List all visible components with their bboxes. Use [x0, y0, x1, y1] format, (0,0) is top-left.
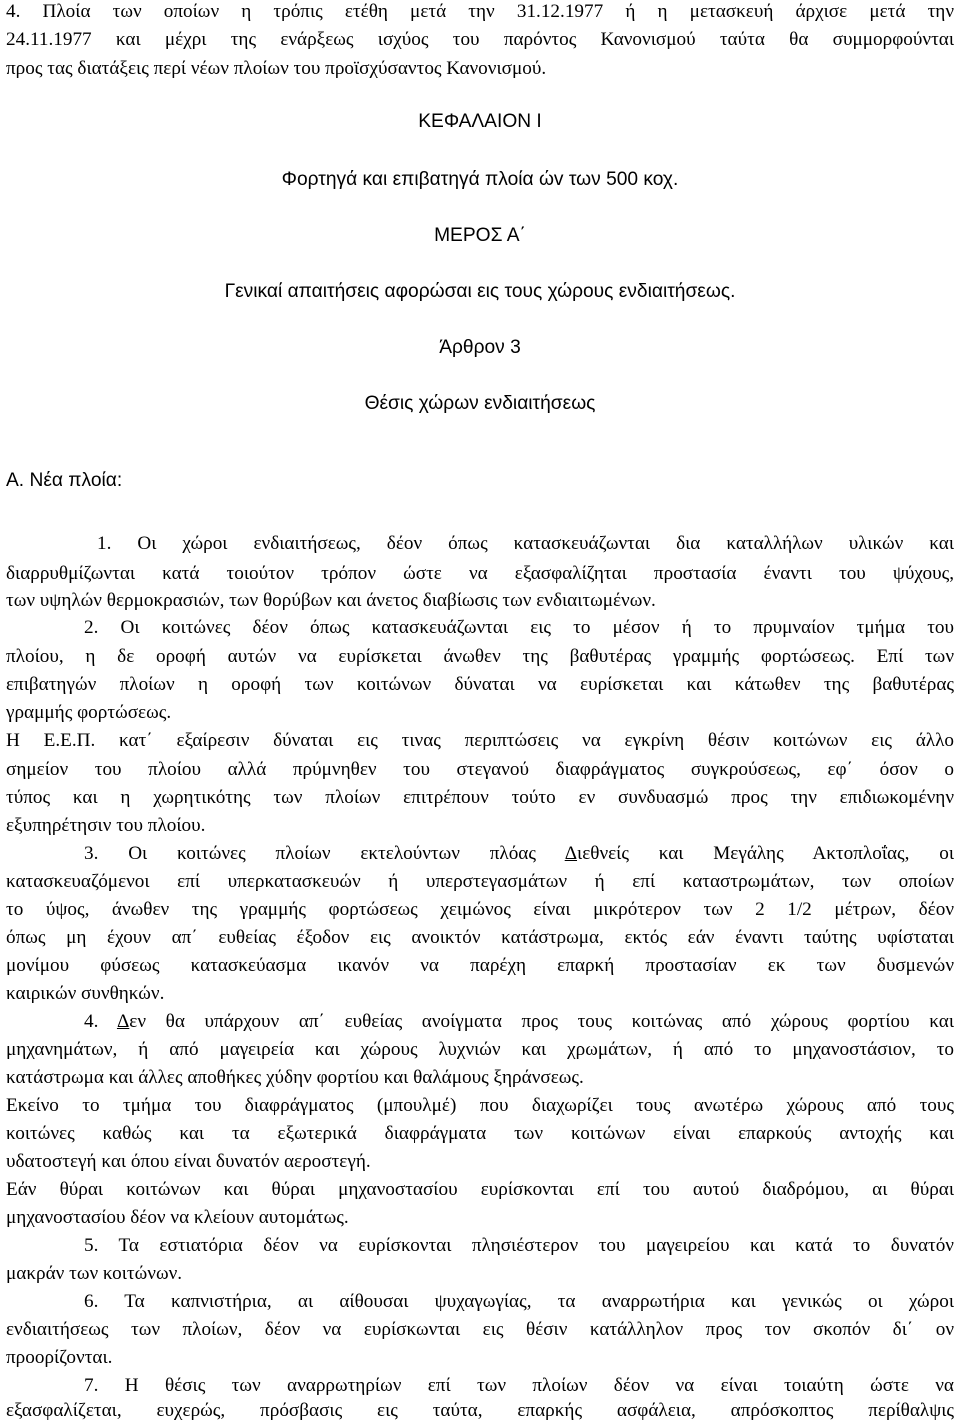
- p2-line-5: Η Ε.Ε.Π. κατ΄ εξαίρεσιν δύναται εις τινας περιπτώσεις να εγκρίνη θέσιν κοιτώνων εις άλλο: [6, 730, 954, 751]
- part-title: Γενικαί απαιτήσεις αφορώσαι εις τους χώρους ενδιαιτήσεως.: [224, 281, 736, 302]
- p3-underlined-letter: Δ: [564, 843, 578, 864]
- part-heading: ΜΕΡΟΣ Α΄: [434, 225, 526, 246]
- chapter-title: Φορτηγά και επιβατηγά πλοία ώv των 500 κοχ.: [281, 169, 679, 190]
- p3-line-6: καιρικών συνθηκών.: [6, 983, 165, 1004]
- p6-line-3: προορίζονται.: [6, 1347, 113, 1368]
- p2-line-8: εξυπηρέτησιν του πλοίου.: [6, 815, 206, 836]
- p4-line-1: [84, 1011, 954, 1033]
- p3-line-5: μονίμου φύσεως κατασκεύασμα ικανόν να παρέχη επαρκή προστασίαν εκ των δυσμενών: [6, 955, 954, 976]
- article-title: Θέσις χώρων ενδιαιτήσεως: [364, 393, 596, 414]
- p1-line-1: 1. Οι χώροι ενδιαιτήσεως, δέον όπως κατασκευάζωνται δια καταλλήλων υλικών και: [97, 533, 954, 554]
- p3-line-1: [84, 843, 954, 865]
- p4-line-3: κατάστρωμα και άλλες αποθήκες χύδην φορτίου και θαλάμους ξηράνσεως.: [6, 1067, 584, 1088]
- p2-line-3: επιβατηγών πλοίων η οροφή των κοιτώνων δύναται να ευρίσκεται και κάτωθεν της βαθυτέρας: [6, 674, 954, 695]
- p7-line-1: 7. Η θέσις των αναρρωτηρίων επί των πλοίων δέον να είναι τοιαύτη ώστε να: [84, 1375, 954, 1396]
- p4-underlined-letter: Δ: [116, 1011, 130, 1032]
- p4-line-1-end: εν θα υπάρχουν απ΄ ευθείας ανοίγματα προς τους κοιτώνας από χώρους φορτίου και: [129, 1011, 954, 1032]
- p4-line-2: μηχανημάτων, ή από μαγειρεία και χώρους λυχνιών και χρωμάτων, ή από το μηχανοστάσιον, το: [6, 1039, 954, 1060]
- p4-line-6: υδατοστεγή και όπου είναι δυνατόν αεροστεγή.: [6, 1151, 371, 1172]
- p3-line-4: όπως μη έχουν απ΄ ευθείας έξοδον εις ανοικτόν κατάστρωμα, εκτός εάν έναντι ταύτης υφίσταται: [6, 927, 954, 948]
- p1-line-2: διαρρυθμίζωνται κατά τοιούτον τρόπον ώστε να εξασφαλίζηται προστασία έναντι του ψύχους,: [6, 563, 954, 584]
- p2-line-2: πλοίου, η δε οροφή αυτών να ευρίσκεται άνωθεν της βαθυτέρας γραμμής φορτώσεως. Επί των: [6, 646, 954, 667]
- p5-line-2: μακράν των κοιτώνων.: [6, 1263, 183, 1284]
- p4-line-7: Εάν θύραι κοιτώνων και θύραι μηχανοστασίου ευρίσκονται επί του αυτού διαδρόμου, αι θύραι: [6, 1179, 954, 1200]
- p7-line-2: εξασφαλίζεται, ευχερώς, πρόσβασις εις ταύτα, επαρκής ασφάλεια, απρόσκοπτος περίθαλψις: [6, 1400, 954, 1421]
- section-a-heading: Α. Νέα πλοία:: [6, 470, 123, 491]
- intro-line-2: 24.11.1977 και μέχρι της ενάρξεως ισχύος του παρόντος Κανονισμού ταύτα θα συμμορφούνται: [6, 29, 954, 50]
- intro-line-3: προς τας διατάξεις περί νέων πλοίων του προϊσχύσαντος Κανονισμού.: [6, 58, 547, 79]
- p3-line-1-end: ιεθνείς και Μεγάλης Ακτοπλοΐας, οι: [577, 843, 954, 864]
- p6-line-2: ενδιαιτήσεως των πλοίων, δέον να ευρίσκωνται εις θέσιν κατάλληλον προς τον σκοπόν δι΄ ον: [6, 1319, 954, 1340]
- p5-line-1: 5. Τα εστιατόρια δέον να ευρίσκονται πλησιέστερον του μαγειρείου και κατά το δυνατόν: [84, 1235, 954, 1256]
- p2-line-1: 2. Οι κοιτώνες δέον όπως κατασκευάζωνται εις το μέσον ή το πρυμναίον τμήμα του: [84, 617, 954, 638]
- p4-line-4: Εκείνο το τμήμα του διαφράγματος (μπουλμέ) που διαχωρίζει τους ανωτέρω χώρους από τους: [6, 1095, 954, 1116]
- p6-line-1: 6. Τα καπνιστήρια, αι αίθουσαι ψυχαγωγίας, τα αναρρωτήρια και γενικώς οι χώροι: [84, 1291, 954, 1312]
- p1-line-3: των υψηλών θερμοκρασιών, των θορύβων και άνετος διαβίωσις των ενδιαιτωμένων.: [6, 590, 656, 611]
- p4-line-8: μηχανοστασίου δέον να κλείουν αυτομάτως.: [6, 1207, 349, 1228]
- p3-line-3: το ύψος, άνωθεν της γραμμής φορτώσεως χειμώνος είναι μικρότερον των 2 1/2 μέτρων, δέον: [6, 899, 954, 920]
- intro-line-1: 4. Πλοία των οποίων η τρόπις ετέθη μετά την 31.12.1977 ή η μετασκευή άρχισε μετά την: [6, 1, 954, 22]
- p2-line-7: τύπος και η χωρητικότης των πλοίων επιτρέπουν τούτο εν συνδυασμώ προς την επιδιωκομένην: [6, 787, 954, 808]
- p2-line-6: σημείον του πλοίου αλλά πρύμνηθεν του στεγανού διαφράγματος συγκρούσεως, εφ΄ όσον ο: [6, 759, 954, 780]
- chapter-heading: ΚΕΦΑΛΑΙΟΝ Ι: [418, 111, 542, 132]
- p2-line-4: γραμμής φορτώσεως.: [6, 702, 172, 723]
- p3-line-2: κατασκευαζόμενοι επί υπερκατασκευών ή υπερστεγασμάτων ή επί καταστρωμάτων, των οποίων: [6, 871, 954, 892]
- p3-line-1-start: 3. Οι κοιτώνες πλοίων εκτελούντων πλόας: [84, 843, 565, 864]
- article-heading: Άρθρον 3: [439, 337, 521, 358]
- p4-line-1-start: 4.: [84, 1011, 117, 1032]
- p4-line-5: κοιτώνες καθώς και τα εξωτερικά διαφράγματα των κοιτώνων είναι επαρκούς αντοχής και: [6, 1123, 954, 1144]
